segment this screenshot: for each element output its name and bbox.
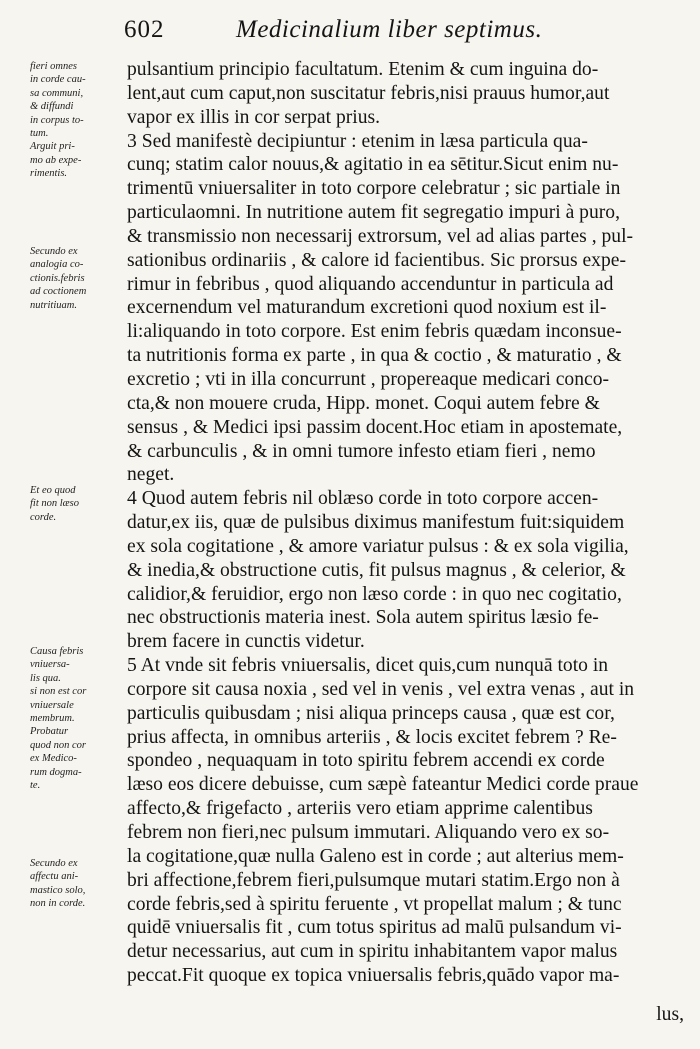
- margin-note-line: tum.: [30, 128, 49, 140]
- margin-note-line: & diffundi: [30, 101, 74, 113]
- text-line: 3 Sed manifestè decipiuntur : etenim in læsa particula qua-: [127, 130, 588, 152]
- margin-note: [30, 857, 122, 911]
- text-line: sationibus ordinariis , & calore id facientibus. Sic prorsus expe-: [127, 249, 626, 271]
- margin-note-line: sa communi,: [30, 87, 84, 99]
- margin-note-line: si non est cor: [30, 686, 87, 698]
- text-line: cunq; statim calor nouus,& agitatio in ea sētitur.Sicut enim nu-: [127, 154, 619, 176]
- margin-note-line: ad coctionem: [30, 286, 87, 298]
- margin-note-line: lis qua.: [30, 672, 61, 684]
- text-line: corde febris,sed à spiritu feruente , vt propellat malum ; & tunc: [127, 893, 622, 915]
- text-line: bri affectione,febrem fieri,pulsumque mutari statim.Ergo non à: [127, 869, 620, 891]
- text-line: & carbunculis , & in omni tumore infesto etiam fieri , nemo: [127, 440, 596, 462]
- text-line: ex sola cogitatione , & amore variatur pulsus : & ex sola vigilia,: [127, 535, 629, 557]
- margin-note-line: Secundo ex: [30, 858, 78, 869]
- margin-note-line: in corde cau-: [30, 74, 86, 86]
- margin-note-line: mastico solo,: [30, 884, 86, 896]
- margin-note-line: in corpus to-: [30, 114, 84, 126]
- text-line: 4 Quod autem febris nil oblæso corde in toto corpore accen-: [127, 488, 599, 510]
- text-line: spondeo , nequaquam in toto spiritu febrem accendi ex corde: [127, 750, 605, 772]
- text-line: læso eos dicere debuisse, cum sæpè fateantur Medici corde praue: [127, 774, 639, 796]
- text-line: brem facere in cunctis videtur.: [127, 631, 365, 653]
- margin-note-line: ex Medico-: [30, 753, 77, 765]
- margin-note-line: Et eo quod: [30, 485, 76, 496]
- text-line: febrem non fieri,nec pulsum immutari. Aliquando vero ex so-: [127, 822, 610, 843]
- text-line: la cogitatione,quæ nulla Galeno est in corde ; aut alterius mem-: [127, 845, 624, 867]
- margin-note-line: Arguit pri-: [30, 141, 75, 153]
- margin-note-line: quod non cor: [30, 739, 86, 751]
- text-line: excernendum vel maturandum excretioni quod noxium est il-: [127, 297, 607, 319]
- page-number: 602: [124, 16, 165, 43]
- text-line: affecto,& frigefacto , arteriis vero etiam apprime calentibus: [127, 798, 593, 820]
- text-line: excretio ; vti in illa concurrunt , propereaque medicari conco-: [127, 368, 610, 390]
- text-line: calidior,& feruidior, ergo non læso corde : in quo nec cogitatio,: [127, 583, 622, 605]
- margin-note-line: nutritiuam.: [30, 299, 77, 311]
- margin-note: [30, 60, 122, 181]
- text-line: detur necessarius, aut cum in spiritu inhabitantem vapor malus: [127, 941, 618, 963]
- main-text-block: [127, 58, 687, 988]
- text-line: nec obstructionis materia inest. Sola autem spiritus læsio fe-: [127, 607, 599, 629]
- margin-note: [30, 645, 122, 792]
- margin-note-line: affectu ani-: [30, 871, 79, 883]
- text-line: trimentū vniuersaliter in toto corpore celebratur ; sic partiale in: [127, 178, 621, 200]
- margin-note-line: corde.: [30, 511, 57, 523]
- catchword: lus,: [656, 1004, 684, 1025]
- text-line: particulaomni. In nutritione autem fit segregatio impuri à puro,: [127, 202, 620, 224]
- margin-note-line: non in corde.: [30, 898, 86, 910]
- margin-note-line: fieri omnes: [30, 61, 77, 72]
- margin-note: [30, 484, 122, 524]
- margin-note-line: vniuersale: [30, 699, 74, 711]
- margin-note-line: mo ab expe-: [30, 154, 82, 166]
- margin-note-line: fit non læso: [30, 498, 80, 510]
- text-line: & inedia,& obstructione cutis, fit pulsus magnus , & celerior, &: [127, 559, 626, 581]
- text-line: cta,& non mouere cruda, Hipp. monet. Coqui autem febre &: [127, 392, 600, 414]
- margin-note-line: Probatur: [30, 726, 69, 738]
- margin-note-line: ctionis.febris: [30, 272, 85, 284]
- text-line: rimur in febribus , quod aliquando accenduntur in particula ad: [127, 273, 614, 295]
- text-line: 5 At vnde sit febris vniuersalis, dicet quis,cum nunquā toto in: [127, 655, 609, 677]
- text-line: neget.: [127, 464, 175, 486]
- margin-note-line: analogia co-: [30, 259, 84, 271]
- running-title: Medicinalium liber septimus.: [236, 16, 543, 43]
- text-line: vapor ex illis in cor serpat prius.: [127, 106, 381, 128]
- text-line: particulis quibusdam ; nisi aliqua princeps causa , quæ est cor,: [127, 702, 615, 724]
- page-header: [118, 14, 678, 48]
- text-line: sensus , & Medici ipsi passim docent.Hoc etiam in apostemate,: [127, 416, 623, 438]
- text-line: datur,ex iis, quæ de pulsibus diximus manifestum fuit:siquidem: [127, 512, 625, 534]
- text-line: prius affecta, in omnibus arteriis , & locis excitet febrem ? Re-: [127, 726, 617, 748]
- margin-note-line: rum dogma-: [30, 766, 82, 778]
- text-line: ta nutritionis forma ex parte , in qua & coctio , & maturatio , &: [127, 345, 622, 367]
- margin-note-line: te.: [30, 780, 41, 792]
- text-line: & transmissio non necessarij extrorsum, vel ad alias partes , pul-: [127, 225, 634, 247]
- margin-note-line: Secundo ex: [30, 246, 78, 257]
- text-line: peccat.Fit quoque ex topica vniuersalis febris,quādo vapor ma-: [127, 965, 620, 987]
- margin-note: [30, 245, 122, 312]
- text-line: corpore sit causa noxia , sed vel in venis , vel extra venas , aut in: [127, 678, 635, 700]
- text-line: pulsantium principio facultatum. Etenim & cum inguina do-: [127, 59, 599, 80]
- margin-note-line: rimentis.: [30, 168, 68, 180]
- text-line: li:aliquando in toto corpore. Est enim febris quædam inconsue-: [127, 321, 622, 343]
- margin-note-line: Causa febris: [30, 646, 84, 657]
- margin-note-line: vniuersa-: [30, 659, 70, 671]
- text-line: quidē vniuersalis fit , cum totus spiritus ad malū pulsandum vi-: [127, 917, 622, 939]
- margin-note-line: membrum.: [30, 713, 75, 725]
- text-line: lent,aut cum caput,non suscitatur febris,nisi prauus humor,aut: [127, 82, 610, 104]
